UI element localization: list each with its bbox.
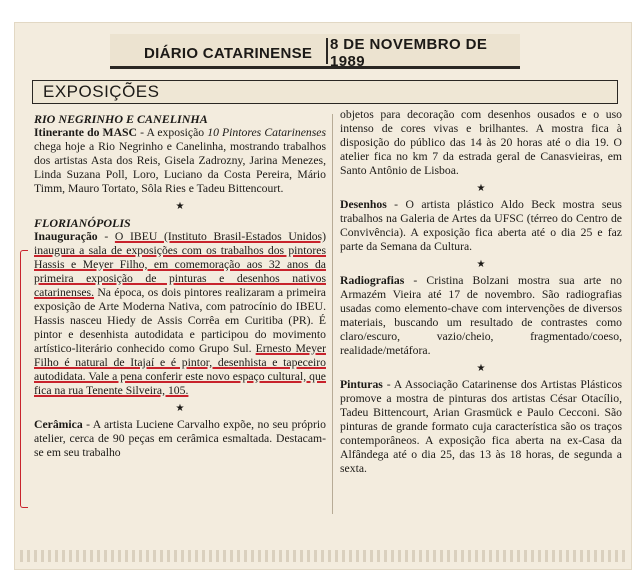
article-text: - Cristina Bolzani mostra sua arte no Armazém Vieira até 17 de novembro. São radiografias usadas como elemento-chave com intervenções de diversos materiais, buscando um resultado de contrastes como claro/escuro, vazio/cheio, fragmentado/coeso, realidade/metáfora. <box>340 274 622 357</box>
article-desenhos <box>340 198 622 254</box>
right-column <box>340 108 622 480</box>
newspaper-name: DIÁRIO CATARINENSE <box>144 45 313 62</box>
article-kicker: Pinturas <box>340 378 383 391</box>
star-separator: ★ <box>476 363 486 374</box>
masthead-separator <box>326 38 328 64</box>
newspaper-clipping <box>14 22 632 570</box>
masthead <box>110 34 520 70</box>
article-text: - A artista Luciene Carvalho expõe, no seu próprio atelier, cerca de 90 peças em cerâmica esmaltada. Destacam-se em seu trabalho <box>34 418 326 459</box>
article-kicker: Inauguração <box>34 230 98 243</box>
region-heading: FLORIANÓPOLIS <box>34 216 131 230</box>
article-kicker: Cerâmica <box>34 418 83 431</box>
article-continuation: objetos para decoração com desenhos ousados e o uso intenso de cores vivas e brilhantes. A mostra fica à disposição do público das 14 às 20 horas até o dia 19. O atelier fica no km 7 da estrada geral de Canasvieiras, em Santo Antônio de Lisboa. <box>340 108 622 177</box>
star-separator: ★ <box>476 259 486 270</box>
section-header <box>32 80 618 104</box>
section-title: EXPOSIÇÕES <box>43 82 160 101</box>
article-text: Na época, os dois pintores realizaram a primeira exposição de Arte Moderna Nativa, com patrocínio do IBEU. Hassis nasceu Hiedy de Assis Corrêa em Curitiba (PR). É pintor e desenhista autodidata e participou do movimento artístico-literário conhecido como Grupo Sul. <box>34 286 326 355</box>
star-separator: ★ <box>175 201 185 212</box>
article-itinerante <box>34 126 326 196</box>
column-divider <box>332 114 333 514</box>
article-kicker: Radiografias <box>340 274 405 287</box>
article-text: - O artista plástico Aldo Beck mostra seus trabalhos na Galeria de Artes da UFSC (térreo do Centro de Convivência). A exposição fica aberta até o dia 25 e faz parte da Semana da Cultura. <box>340 198 622 253</box>
article-radiografias <box>340 274 622 358</box>
star-separator: ★ <box>476 183 486 194</box>
left-column <box>34 112 326 464</box>
region-heading: RIO NEGRINHO E CANELINHA <box>34 112 208 126</box>
article-text: - A Associação Catarinense dos Artistas Plásticos promove a mostra de pinturas dos artistas César Otacílio, Tadeu Bittencourt, Arian Grasmück e Paulo Cecconi. São pinturas de grande formato cuja característica são os traços contemporâneos. A exposição fica aberta na ex-Casa da Alfândega até o dia 25, das 13 às 18 horas, de segunda a sexta. <box>340 378 622 475</box>
article-ceramica <box>34 418 326 460</box>
bleed-through-strip <box>20 550 626 562</box>
exhibition-title: 10 Pintores Catarinenses <box>207 126 327 139</box>
article-kicker: Itinerante do MASC <box>34 126 137 139</box>
article-text: chega hoje a Rio Negrinho e Canelinha, mostrando trabalhos dos artistas Asta dos Reis, Gisela Zadrozny, Jarina Menezes, Linda Suzana Poll, Loro, Luciano da Costa Pereira, Mário Timm, Mauro Tortato, Sôla Ries e Tadeu Bittencourt. <box>34 140 326 195</box>
article-pinturas <box>340 378 622 476</box>
article-text: - A exposição <box>136 126 208 139</box>
red-highlight-bracket <box>20 250 28 508</box>
star-separator: ★ <box>175 403 185 414</box>
article-inauguracao <box>34 230 326 398</box>
publication-date: 8 DE NOVEMBRO DE 1989 <box>330 36 488 70</box>
highlighted-text: O IBEU (Instituto Brasil-Estados Unidos) inaugura a sala de exposições com os trabalhos dos pintores Hassis e Meyer Filho, em comemoração aos 32 anos da primeira exposição de pinturas e desenhos nativos catarinenses. <box>34 230 326 299</box>
highlighted-text: Ernesto Meyer Filho é natural de Itajaí e é pintor, desenhista e tapeceiro autodidata. Vale a pena conferir este novo espaço cultural, que fica na rua Tenente Silveira, 105. <box>34 342 326 397</box>
article-text: - <box>97 230 115 243</box>
article-kicker: Desenhos <box>340 198 387 211</box>
